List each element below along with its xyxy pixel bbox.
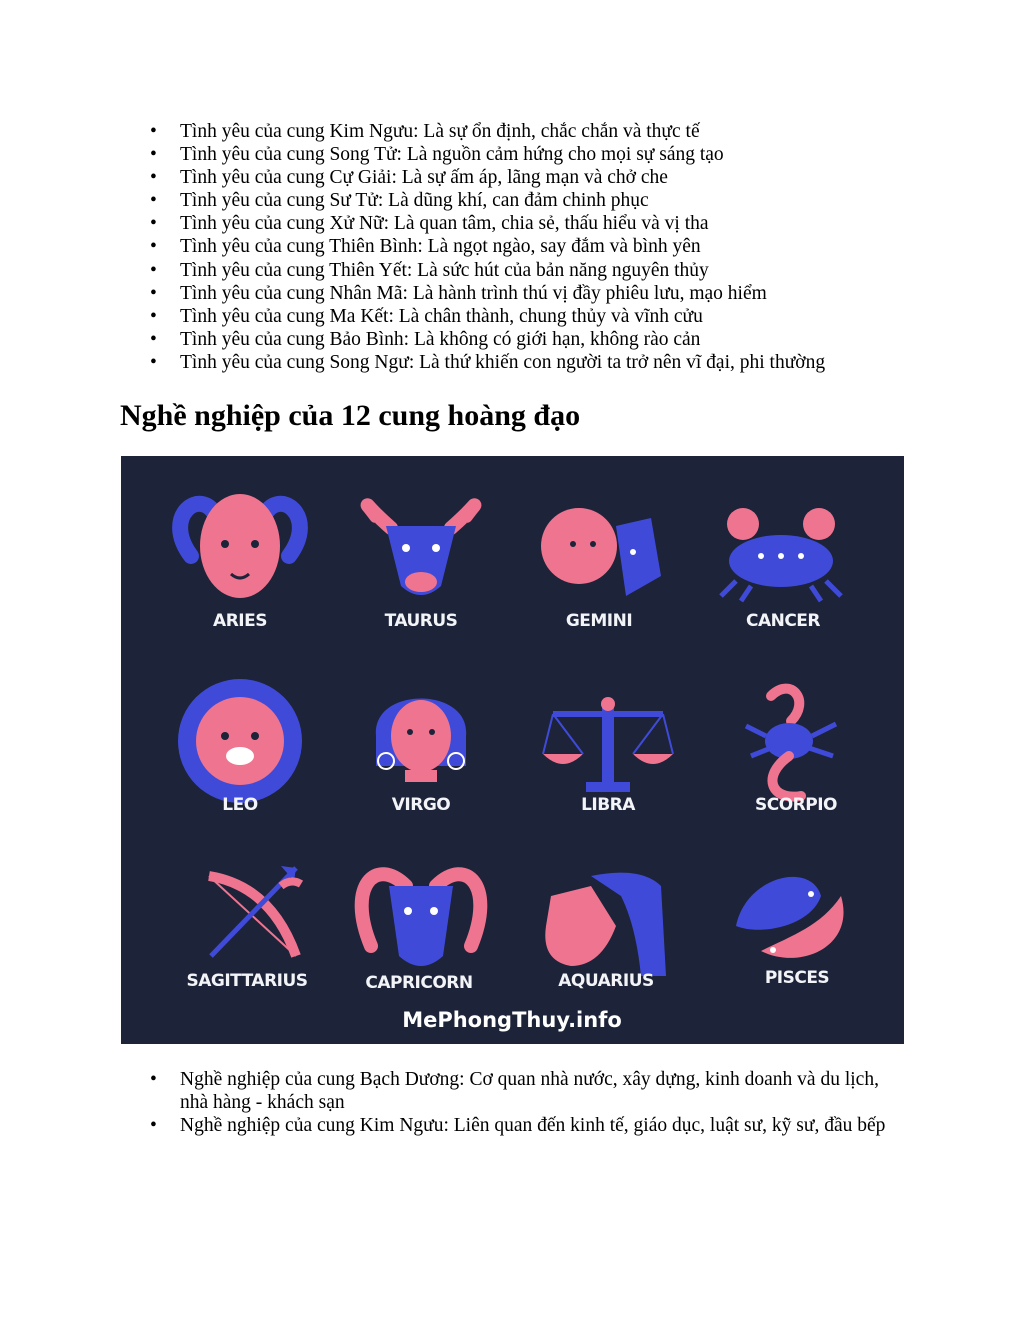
sign-label-capricorn: CAPRICORN — [365, 973, 473, 993]
career-bullet-list — [150, 1068, 910, 1137]
list-item: • Tình yêu của cung Song Tử: Là nguồn cảm hứng cho mọi sự sáng tạo — [150, 143, 910, 166]
libra-icon — [543, 697, 673, 792]
sign-label-pisces: PISCES — [764, 968, 830, 988]
list-item: • Tình yêu của cung Cự Giải: Là sự ấm áp, lãng mạn và chở che — [150, 166, 910, 189]
gemini-icon — [541, 508, 661, 596]
sign-label-libra: LIBRA — [581, 795, 635, 815]
sign-label-cancer: CANCER — [745, 611, 821, 631]
zodiac-illustration-svg — [121, 456, 904, 1044]
list-item: • Tình yêu của cung Ma Kết: Là chân thành, chung thủy và vĩnh cửu — [150, 305, 910, 328]
list-item: • Tình yêu của cung Kim Ngưu: Là sự ổn định, chắc chắn và thực tế — [150, 120, 910, 143]
sign-label-gemini: GEMINI — [565, 611, 633, 631]
sign-label-sagittarius: SAGITTARIUS — [186, 971, 308, 991]
sign-label-aquarius: AQUARIUS — [558, 971, 654, 991]
list-item: • Tình yêu của cung Bảo Bình: Là không có giới hạn, không rào cản — [150, 328, 910, 351]
list-item: • Tình yêu của cung Thiên Yết: Là sức hút của bản năng nguyên thủy — [150, 259, 910, 282]
sign-label-virgo: VIRGO — [391, 795, 451, 815]
capricorn-icon — [362, 874, 481, 966]
list-item: • Tình yêu của cung Sư Tử: Là dũng khí, can đảm chinh phục — [150, 189, 910, 212]
list-item: • Nghề nghiệp của cung Kim Ngưu: Liên quan đến kinh tế, giáo dục, luật sư, kỹ sư, đầu bếp — [150, 1114, 910, 1137]
pisces-icon — [736, 877, 844, 958]
watermark-text: MePhongThuy.info — [402, 1008, 622, 1032]
taurus-icon — [368, 505, 475, 595]
list-item: • Tình yêu của cung Thiên Bình: Là ngọt ngào, say đắm và bình yên — [150, 235, 910, 258]
zodiac-illustration — [121, 456, 904, 1044]
list-item: • Tình yêu của cung Xử Nữ: Là quan tâm, chia sẻ, thấu hiểu và vị tha — [150, 212, 910, 235]
aries-icon — [180, 494, 300, 598]
sign-label-aries: ARIES — [213, 611, 267, 631]
list-item: • Tình yêu của cung Nhân Mã: Là hành trình thú vị đầy phiêu lưu, mạo hiểm — [150, 282, 910, 305]
sagittarius-icon — [209, 866, 301, 956]
scorpio-icon — [746, 689, 836, 797]
love-bullet-list — [150, 120, 910, 374]
virgo-icon — [376, 699, 466, 783]
aquarius-icon — [545, 873, 666, 976]
leo-icon — [178, 679, 302, 803]
section-heading: Nghề nghiệp của 12 cung hoàng đạo — [120, 399, 581, 432]
list-item: • Tình yêu của cung Song Ngư: Là thứ khiến con người ta trở nên vĩ đại, phi thường — [150, 351, 910, 374]
sign-label-taurus: TAURUS — [384, 611, 458, 631]
sign-label-scorpio: SCORPIO — [755, 795, 837, 815]
list-item: • Nghề nghiệp của cung Bạch Dương: Cơ quan nhà nước, xây dựng, kinh doanh và du lịch, nhà hàng - khách sạn — [150, 1068, 910, 1114]
cancer-icon — [721, 508, 841, 601]
sign-label-leo: LEO — [222, 795, 258, 815]
